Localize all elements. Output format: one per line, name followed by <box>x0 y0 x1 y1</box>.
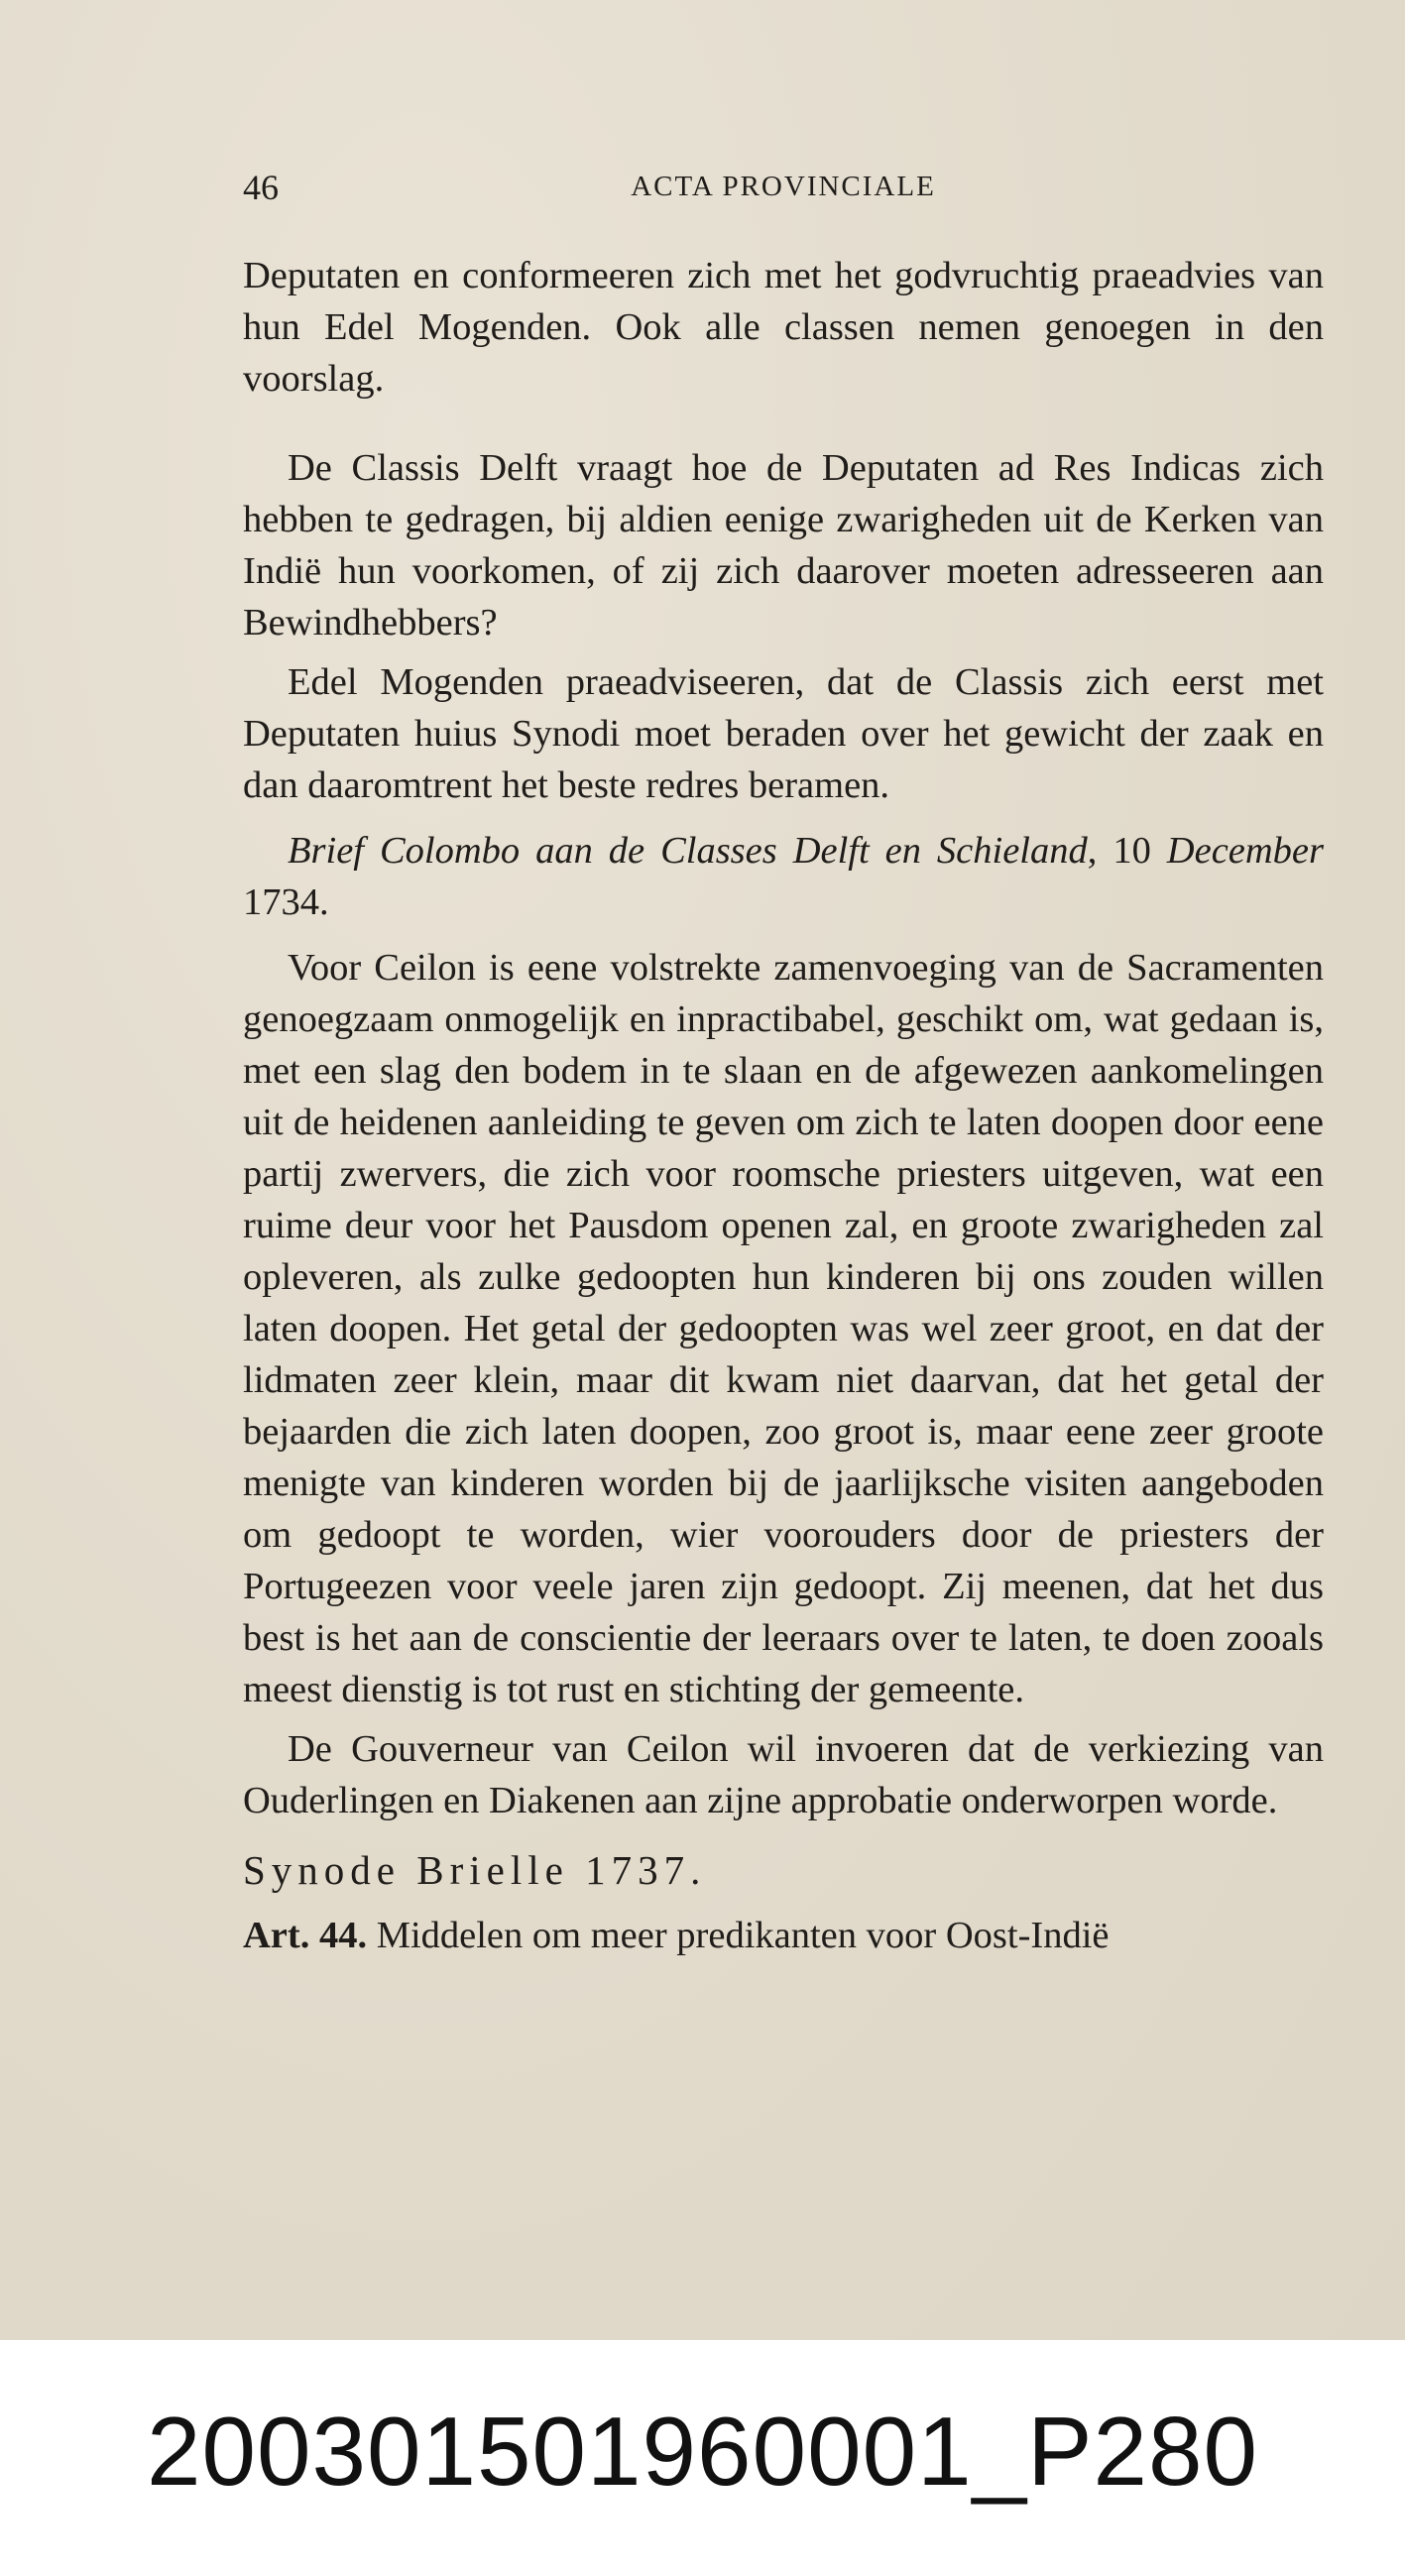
letter-month: December <box>1166 830 1324 872</box>
running-header <box>243 167 1324 214</box>
article-label: Art. 44. <box>243 1915 368 1956</box>
page-number: 46 <box>243 168 279 207</box>
running-title: ACTA PROVINCIALE <box>631 171 936 202</box>
scan-identifier: 20030150196000​1_P280 <box>147 2397 1258 2506</box>
letter-title: Brief Colombo aan de Classes Delft en Schieland <box>288 830 1088 872</box>
paragraph-ceilon: Voor Ceilon is eene volstrekte zamenvoeging van de Sacramenten genoegzaam onmogelijk en inpractibabel, geschikt om, wat gedaan is, met een slag den bodem in te slaan en de afgewezen aankomelingen uit de heidenen aanleiding te geven om zich te laten doopen door eene partij zwervers, die zich voor roomsche priesters uitgeven, wat een ruime deur voor het Pausdom openen zal, en groote zwarigheden zal opleveren, als zulke gedoopten hun kinderen bij ons zouden willen laten doopen. Het getal der gedoopten was wel zeer groot, en dat der lidmaten zeer klein, maar dit kwam niet daarvan, dat het getal der bejaarden die zich laten doopen, zoo groot is, maar eene zeer groote menigte van kinderen worden bij de jaarlijksche visiten aangeboden om gedoopt te worden, wier voorouders door de priesters der Portugeezen voor veele jaren zijn gedoopt. Zij meenen, dat het dus best is het aan de conscientie der leeraars over te laten, te doen zooals meest dienstig is tot rust en stichting der gemeente. <box>243 947 1324 1710</box>
paragraph-edel-mogenden: Edel Mogenden praeadviseeren, dat de Classis zich eerst met Deputaten huius Synodi moet beraden over het gewicht der zaak en dan daaromtrent het beste redres beramen. <box>243 661 1324 806</box>
article-text: Middelen om meer predikanten voor Oost-Indië <box>367 1915 1110 1956</box>
paragraph-brief-colombo <box>243 825 1324 928</box>
article-line <box>243 1910 1324 1961</box>
letter-date-sep: , 10 <box>1087 830 1167 872</box>
paragraph-classis-delft: De Classis Delft vraagt hoe de Deputaten ad Res Indicas zich hebben te gedragen, bij aldien eenige zwarigheden uit de Kerken van Indië hun voorkomen, of zij zich daarover moeten adresseeren aan Bewindhebbers? <box>243 447 1324 644</box>
paragraph-deputaten: Deputaten en conformeeren zich met het godvruchtig praeadvies van hun Edel Mogenden. Ook alle classen nemen genoegen in den voorslag. <box>243 255 1324 400</box>
paragraph-gouverneur: De Gouverneur van Ceilon wil invoeren dat de verkiezing van Ouderlingen en Diakenen aan zijne approbatie onderworpen worde. <box>243 1728 1324 1821</box>
section-heading: Synode Brielle 1737. <box>243 1847 707 1893</box>
page-body <box>243 250 1324 1961</box>
letter-year: 1734. <box>243 881 329 923</box>
